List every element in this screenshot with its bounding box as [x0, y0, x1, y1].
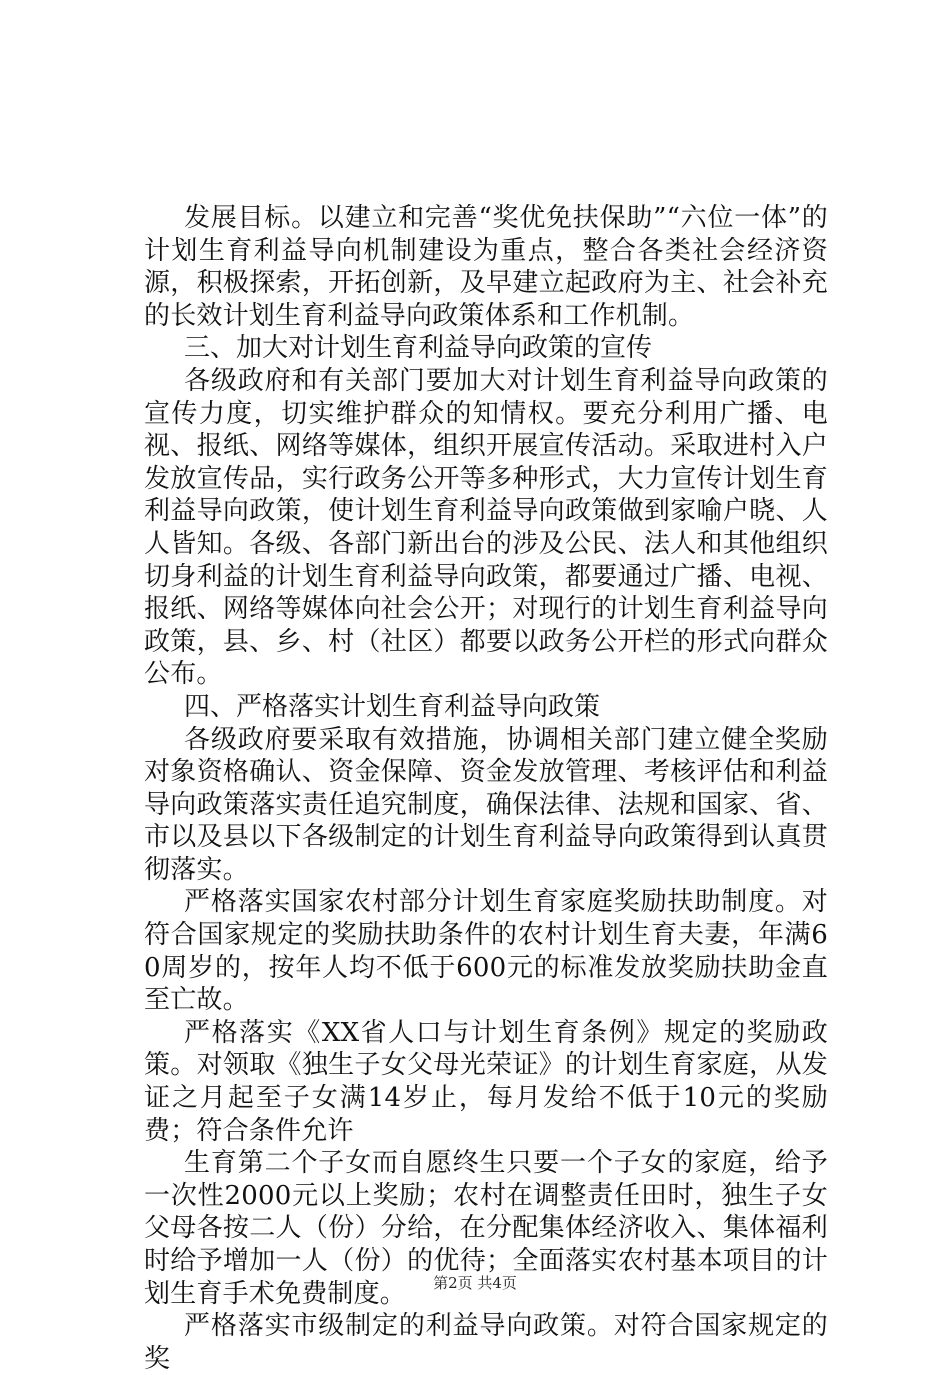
paragraph-implementation: 各级政府要采取有效措施，协调相关部门建立健全奖励对象资格确认、资金保障、资金发放管理、考核评估和利益导向政策落实责任追究制度，确保法律、法规和国家、省、市以及县以下各级制定的计划生育利益导向政策得到认真贯彻落实。	[144, 724, 828, 885]
paragraph-development-goal: 发展目标。以建立和完善“奖优免扶保助”“六位一体”的计划生育利益导向机制建设为重点，整合各类社会经济资源，积极探索，开拓创新，及早建立起政府为主、社会补充的长效计划生育利益导向政策体系和工作机制。	[144, 203, 828, 331]
section-heading-4: 四、严格落实计划生育利益导向政策	[184, 691, 601, 722]
paragraph-publicity: 各级政府和有关部门要加大对计划生育利益导向政策的宣传力度，切实维护群众的知情权。要充分利用广播、电视、报纸、网络等媒体，组织开展宣传活动。采取进村入户发放宣传品，实行政务公开等多种形式，大力宣传计划生育利益导向政策，使计划生育利益导向政策做到家喻户晓、人人皆知。各级、各部门新出台的涉及公民、法人和其他组织切身利益的计划生育利益导向政策，都要通过广播、电视、报纸、网络等媒体向社会公开；对现行的计划生育利益导向政策，县、乡、村（社区）都要以政务公开栏的形式向群众公布。	[144, 365, 828, 690]
paragraph-second-child: 生育第二个子女而自愿终生只要一个子女的家庭，给予一次性2000元以上奖励；农村在调整责任田时，独生子女父母各按二人（份）分给，在分配集体经济收入、集体福利时给予增加一人（份）的优待；全面落实农村基本项目的计划生育手术免费制度。	[144, 1148, 828, 1309]
paragraph-rural-reward: 严格落实国家农村部分计划生育家庭奖励扶助制度。对符合国家规定的奖励扶助条件的农村计划生育夫妻，年满60周岁的，按年人均不低于600元的标准发放奖励扶助金直至亡故。	[144, 887, 828, 1016]
page-number-footer: 第2页 共4页	[433, 1274, 517, 1292]
document-body	[144, 202, 828, 1375]
paragraph-city-policy: 严格落实市级制定的利益导向政策。对符合国家规定的奖	[144, 1311, 828, 1374]
section-heading-3: 三、加大对计划生育利益导向政策的宣传	[184, 333, 653, 364]
paragraph-provincial-regulation: 严格落实《XX省人口与计划生育条例》规定的奖励政策。对领取《独生子女父母光荣证》的计划生育家庭，从发证之月起至子女满14岁止，每月发给不低于10元的奖励费；符合条件允许	[144, 1017, 828, 1146]
